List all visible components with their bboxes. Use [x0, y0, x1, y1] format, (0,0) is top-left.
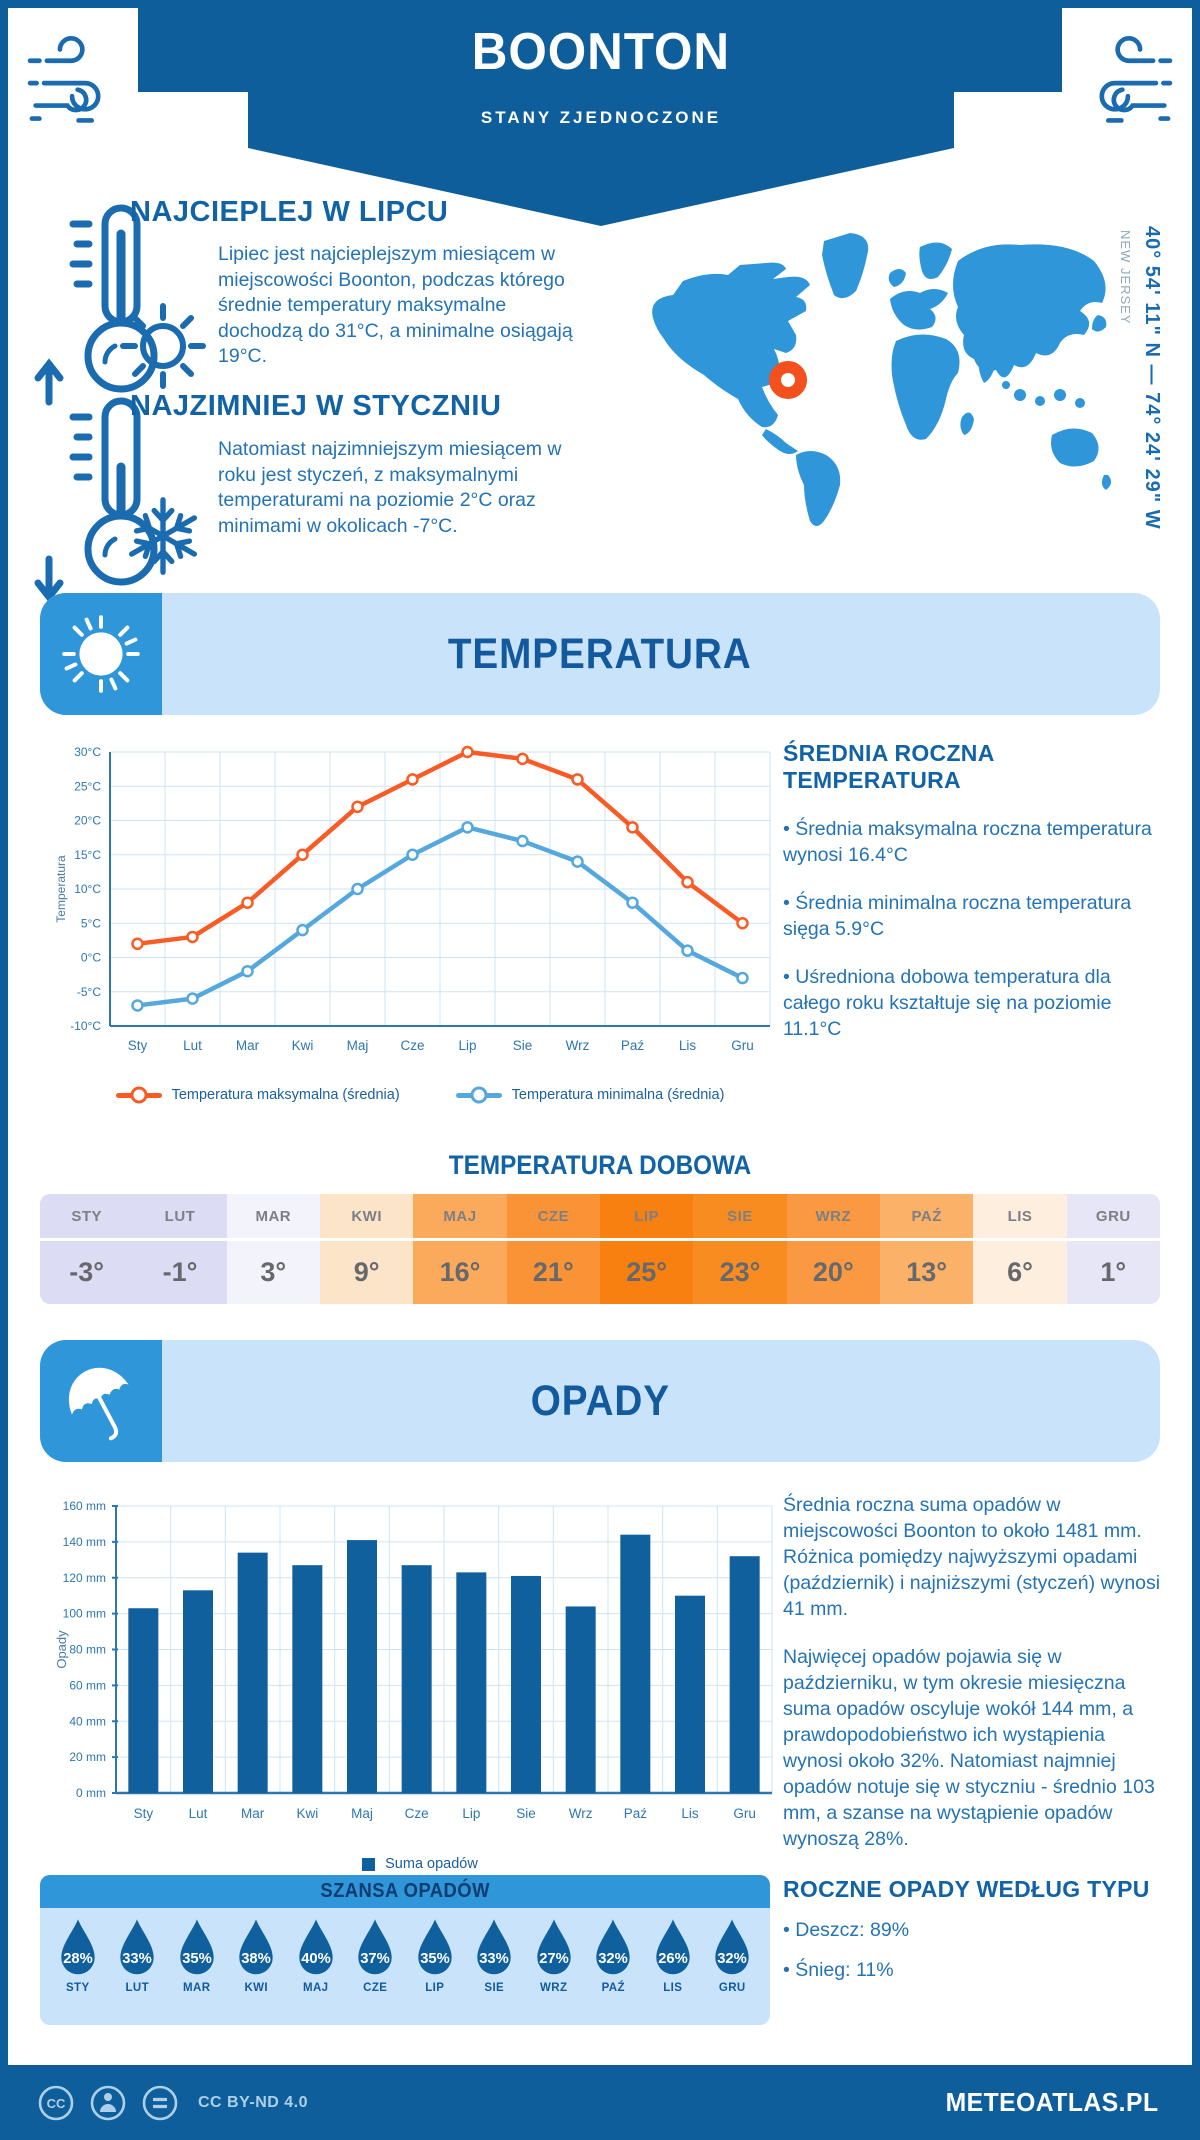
table-temperature-value: 9°	[320, 1241, 413, 1304]
wind-decoration-left	[8, 8, 138, 166]
y-axis-title: Opady	[54, 1630, 69, 1669]
bar	[675, 1596, 705, 1793]
chance-droplet	[587, 1917, 639, 1994]
data-point	[628, 822, 638, 832]
chance-percent: 35%	[181, 1951, 212, 1968]
y-tick-label: 160 mm	[62, 1499, 106, 1513]
bar	[620, 1535, 650, 1793]
x-tick-label: Lut	[183, 1038, 202, 1053]
table-month-header: LUT	[133, 1194, 226, 1241]
table-temperature-value: 13°	[880, 1241, 973, 1304]
temperature-chart-legend	[52, 1087, 788, 1103]
table-month-header: PAŹ	[880, 1194, 973, 1241]
droplet-icon	[173, 1917, 221, 1979]
droplet-icon	[708, 1917, 756, 1979]
y-tick-label: 140 mm	[62, 1534, 106, 1549]
table-month-header: MAR	[227, 1194, 320, 1241]
bar	[511, 1576, 541, 1793]
data-point	[573, 774, 583, 784]
legend-ring-icon	[470, 1087, 487, 1104]
x-tick-label: Cze	[404, 1806, 429, 1821]
license-icons	[36, 2083, 180, 2123]
region-label: NEW JERSEY	[1118, 230, 1133, 325]
chance-percent: 37%	[360, 1951, 391, 1968]
x-tick-label: Paź	[623, 1806, 647, 1821]
x-tick-label: Lut	[188, 1806, 208, 1821]
page-border-top	[0, 0, 1200, 8]
annual-bullet: • Średnia minimalna roczna temperatura sięga 5.9°C	[783, 892, 1132, 940]
table-month-header: KWI	[320, 1194, 413, 1241]
annual-bullet: • Uśredniona dobowa temperatura dla całego roku kształtuje się na poziomie 11.1°C	[783, 966, 1112, 1040]
wind-decoration-right	[1062, 8, 1192, 166]
chance-percent: 38%	[241, 1951, 272, 1968]
chance-percent: 33%	[479, 1951, 510, 1968]
chance-droplet	[706, 1917, 758, 1994]
page-title: BOONTON	[471, 23, 731, 81]
chance-droplet	[111, 1917, 163, 1994]
page-border-left	[0, 0, 8, 2140]
chance-month: CZE	[363, 1982, 388, 1994]
precipitation-section-title: OPADY	[530, 1376, 670, 1425]
data-point	[463, 822, 473, 832]
legend-square-marker	[362, 1858, 375, 1871]
x-tick-label: Paź	[620, 1038, 645, 1053]
person-icon	[88, 2083, 128, 2123]
y-tick-label: 15°C	[74, 847, 101, 862]
y-tick-label: 120 mm	[62, 1570, 106, 1585]
svg-text:CC: CC	[46, 2095, 66, 2111]
chance-percent: 32%	[598, 1951, 629, 1968]
x-tick-label: Gru	[731, 1038, 754, 1053]
x-tick-label: Lis	[681, 1806, 699, 1821]
y-tick-label: 30°C	[74, 745, 101, 759]
cc-icon	[36, 2083, 76, 2123]
warmest-title: NAJCIEPLEJ W LIPCU	[130, 196, 449, 228]
chance-month: MAR	[183, 1982, 211, 1994]
bar	[456, 1572, 486, 1793]
droplet-icon	[649, 1917, 697, 1979]
legend-label: Suma opadów	[385, 1856, 478, 1872]
wind-icon	[1071, 25, 1183, 150]
precipitation-paragraph: Średnia roczna suma opadów w miejscowości Boonton to około 1481 mm. Różnica pomiędzy najwyższymi opadami (październik) i najniższymi (styczeń) wynosi 41 mm.	[783, 1494, 1161, 1620]
x-tick-label: Wrz	[565, 1038, 590, 1053]
droplet-icon	[411, 1917, 459, 1979]
data-point	[628, 898, 638, 908]
chance-month: MAJ	[303, 1982, 329, 1994]
x-tick-label: Mar	[241, 1806, 265, 1821]
data-point	[408, 850, 418, 860]
legend-item	[456, 1087, 725, 1103]
x-tick-label: Cze	[400, 1038, 425, 1053]
table-month-header: LIP	[600, 1194, 693, 1241]
chance-month: STY	[65, 1982, 90, 1994]
y-tick-label: 5°C	[80, 916, 101, 931]
bar	[347, 1540, 377, 1793]
data-point	[738, 973, 748, 983]
data-point	[243, 966, 253, 976]
table-month-header: SIE	[693, 1194, 786, 1241]
x-tick-label: Kwi	[291, 1038, 314, 1053]
x-tick-label: Sty	[127, 1038, 148, 1053]
data-point	[408, 774, 418, 784]
chance-month: SIE	[484, 1982, 505, 1994]
droplet-icon	[292, 1917, 340, 1979]
table-temperature-value: 20°	[787, 1241, 880, 1304]
droplet-icon	[232, 1917, 280, 1979]
table-temperature-value: 1°	[1067, 1241, 1160, 1304]
snowflake-icon	[119, 492, 207, 585]
chance-month: LIP	[425, 1982, 445, 1994]
chance-month: PAŹ	[601, 1982, 625, 1994]
by-type-bullet: • Deszcz: 89%	[783, 1919, 910, 1941]
chance-percent: 35%	[419, 1951, 450, 1968]
legend-item	[362, 1856, 478, 1872]
data-point	[518, 754, 528, 764]
legend-ring-icon	[130, 1087, 147, 1104]
footer	[0, 2065, 1200, 2140]
chance-month: GRU	[718, 1982, 746, 1994]
y-tick-label: 80 mm	[69, 1642, 106, 1657]
temperature-chart-block	[52, 738, 788, 1103]
precipitation-by-type-heading: ROCZNE OPADY WEDŁUG TYPU	[783, 1876, 1150, 1902]
coldest-title: NAJZIMNIEJ W STYCZNIU	[130, 390, 502, 422]
precipitation-section-banner	[40, 1340, 1160, 1462]
droplet-icon	[54, 1917, 102, 1979]
bar	[402, 1565, 432, 1793]
legend-item	[116, 1087, 400, 1103]
daily-temperature-table	[40, 1194, 1160, 1304]
bar	[730, 1556, 760, 1793]
license-label: CC BY-ND 4.0	[198, 2093, 309, 2111]
data-point	[518, 836, 528, 846]
temperature-section-banner	[40, 593, 1160, 715]
y-tick-label: 40 mm	[69, 1714, 106, 1729]
bar	[183, 1590, 213, 1793]
precipitation-chance-panel	[40, 1908, 770, 2025]
x-tick-label: Sie	[512, 1038, 533, 1053]
legend-line-marker	[456, 1093, 502, 1098]
daily-temperature-heading: TEMPERATURA DOBOWA	[448, 1150, 752, 1180]
x-tick-label: Lip	[458, 1038, 477, 1053]
droplet-icon	[113, 1917, 161, 1979]
y-tick-label: 20 mm	[69, 1750, 106, 1765]
y-tick-label: 0 mm	[76, 1786, 106, 1800]
table-temperature-value: 16°	[413, 1241, 506, 1304]
bar	[128, 1608, 158, 1793]
bar	[566, 1606, 596, 1793]
data-point	[683, 946, 693, 956]
table-temperature-value: 23°	[693, 1241, 786, 1304]
chance-droplet	[528, 1917, 580, 1994]
table-month-header: CZE	[507, 1194, 600, 1241]
chance-month: LIS	[663, 1982, 683, 1994]
chance-month: WRZ	[540, 1982, 568, 1994]
chance-droplet	[409, 1917, 461, 1994]
chance-droplet	[52, 1917, 104, 1994]
chance-droplet	[647, 1917, 699, 1994]
precipitation-paragraph: Najwięcej opadów pojawia się w październiku, w tym okresie miesięczna suma opadów oscyluje wokół 144 mm, a prawdopodobieństwo ich wystąpienia wynosi około 32%. Natomiast najmniej opadów notuje się w styczniu - średnio 103 mm, a szanse na wystąpienie opadów wynoszą 28%.	[783, 1646, 1155, 1850]
annual-bullet: • Średnia maksymalna roczna temperatura wynosi 16.4°C	[783, 818, 1152, 866]
data-point	[353, 802, 363, 812]
equals-icon	[140, 2083, 180, 2123]
table-month-header: STY	[40, 1194, 133, 1241]
droplet-icon	[351, 1917, 399, 1979]
table-temperature-value: 3°	[227, 1241, 320, 1304]
y-tick-label: 10°C	[74, 882, 101, 896]
chance-droplet	[468, 1917, 520, 1994]
chance-percent: 32%	[717, 1951, 748, 1968]
chance-percent: 33%	[122, 1951, 153, 1968]
data-point	[298, 850, 308, 860]
data-point	[243, 898, 253, 908]
world-map	[628, 203, 1128, 538]
chance-percent: 26%	[657, 1951, 688, 1968]
legend-label: Temperatura maksymalna (średnia)	[171, 1087, 400, 1103]
droplet-icon	[470, 1917, 518, 1979]
x-tick-label: Lis	[678, 1038, 697, 1053]
table-month-header: GRU	[1067, 1194, 1160, 1241]
precipitation-chance-heading: SZANSA OPADÓW	[40, 1875, 770, 1908]
droplet-icon	[589, 1917, 637, 1979]
chance-percent: 40%	[300, 1951, 331, 1968]
table-temperature-value: 21°	[507, 1241, 600, 1304]
table-temperature-value: 6°	[973, 1241, 1066, 1304]
table-month-header: LIS	[973, 1194, 1066, 1241]
precipitation-chance-list	[40, 1908, 770, 1994]
legend-line-marker	[116, 1093, 162, 1098]
chance-droplet	[349, 1917, 401, 1994]
droplet-icon	[530, 1917, 578, 1979]
x-tick-label: Sie	[516, 1806, 536, 1821]
chance-month: KWI	[244, 1982, 269, 1994]
warmest-text: Lipiec jest najcieplejszym miesiącem w miejscowości Boonton, podczas którego średnie temperatury maksymalne dochodzą do 31°C, a minimalne osiągają 19°C.	[218, 243, 573, 367]
by-type-bullet: • Śnieg: 11%	[783, 1959, 894, 1981]
bar	[292, 1565, 322, 1793]
y-tick-label: 100 mm	[62, 1606, 106, 1621]
precipitation-chart-legend	[52, 1856, 788, 1872]
data-point	[133, 1000, 143, 1010]
precipitation-by-type	[783, 1876, 1168, 1983]
table-temperature-value: 25°	[600, 1241, 693, 1304]
y-tick-label: -5°C	[76, 984, 101, 999]
x-tick-label: Lip	[462, 1806, 481, 1821]
y-axis-title: Temperatura	[54, 855, 68, 923]
location-marker-icon	[775, 367, 801, 393]
y-tick-label: 60 mm	[69, 1678, 106, 1693]
chance-droplet	[290, 1917, 342, 1994]
wind-icon	[17, 25, 129, 150]
x-tick-label: Sty	[133, 1806, 154, 1821]
sun-icon	[117, 298, 209, 395]
data-point	[738, 918, 748, 928]
temperature-section-title: TEMPERATURA	[448, 629, 752, 678]
precipitation-bar-chart	[52, 1492, 782, 1837]
table-temperature-value: -3°	[40, 1241, 133, 1304]
data-point	[188, 932, 198, 942]
x-tick-label: Maj	[351, 1806, 373, 1821]
table-month-header: MAJ	[413, 1194, 506, 1241]
data-point	[188, 994, 198, 1004]
data-point	[573, 857, 583, 867]
chance-droplet	[171, 1917, 223, 1994]
x-tick-label: Kwi	[296, 1806, 319, 1821]
data-point	[133, 939, 143, 949]
bar	[238, 1553, 268, 1793]
chance-percent: 27%	[538, 1951, 569, 1968]
coldest-text: Natomiast najzimniejszym miesiącem w roku jest styczeń, z maksymalnymi temperaturami na poziomie 2°C oraz minimami w okolicach -7°C.	[218, 438, 562, 537]
data-point	[353, 884, 363, 894]
page-subtitle: STANY ZJEDNOCZONE	[480, 108, 722, 127]
y-tick-label: 25°C	[74, 779, 101, 794]
temperature-line-chart	[52, 738, 782, 1068]
table-temperature-value: -1°	[133, 1241, 226, 1304]
chance-month: LUT	[125, 1982, 150, 1994]
title-ribbon	[248, 8, 954, 226]
page-border-right	[1192, 0, 1200, 2140]
legend-label: Temperatura minimalna (średnia)	[511, 1087, 725, 1103]
x-tick-label: Gru	[733, 1806, 756, 1821]
x-tick-label: Wrz	[568, 1806, 593, 1821]
chance-droplet	[230, 1917, 282, 1994]
annual-temperature-heading: ŚREDNIA ROCZNA TEMPERATURA	[783, 740, 994, 793]
precipitation-summary	[783, 1492, 1168, 1852]
data-point	[683, 877, 693, 887]
chance-percent: 28%	[62, 1951, 93, 1968]
y-tick-label: -10°C	[70, 1019, 101, 1033]
table-month-header: WRZ	[787, 1194, 880, 1241]
x-tick-label: Maj	[346, 1038, 369, 1053]
annual-temperature-summary	[783, 740, 1168, 1042]
site-logo: METEOATLAS.PL	[945, 2087, 1159, 2117]
data-point	[298, 925, 308, 935]
y-tick-label: 0°C	[80, 950, 101, 965]
y-tick-label: 20°C	[74, 813, 101, 828]
data-point	[463, 747, 473, 757]
precipitation-chart-block	[52, 1492, 788, 1872]
coordinates-label: 40° 54' 11" N — 74° 24' 29" W	[1141, 226, 1163, 530]
x-tick-label: Mar	[235, 1038, 260, 1053]
